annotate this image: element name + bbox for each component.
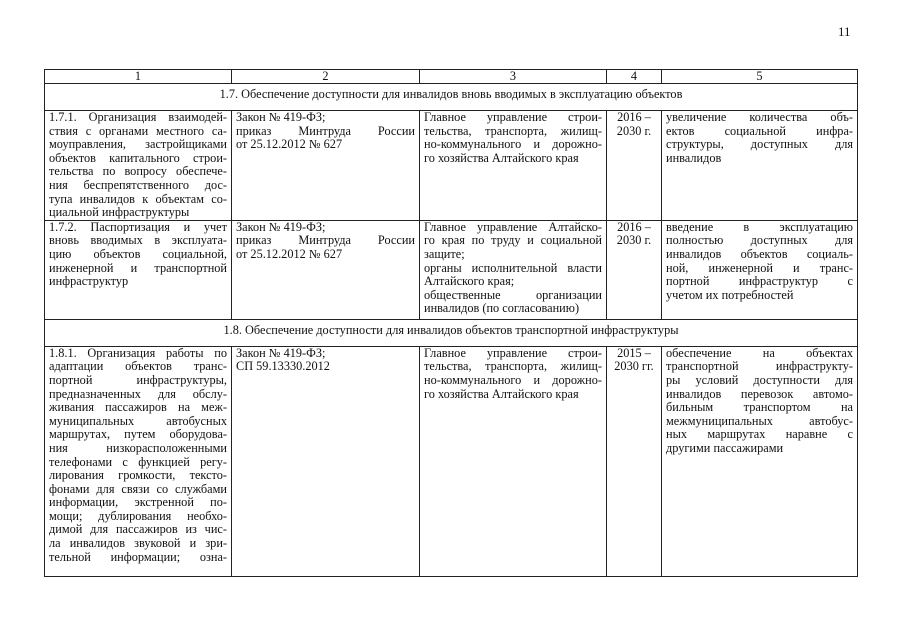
legal-basis-cell: Закон № 419-ФЗ; СП 59.13330.2012 <box>232 346 420 576</box>
result-cell: увеличение количества объ- ектов социальной инфра- структуры, доступных для инвалидов <box>662 111 858 221</box>
responsible-cell: Главное управление Алтайско- го края по труду и социальной защите; органы исполнительной власти Алтайского края; общественные организации инвалидов (по согласованию) <box>420 220 607 319</box>
result-cell: введение в эксплуатацию полностью доступных для инвалидов объектов социаль- ной, инженерной и транс- портной инфраструктур с учетом их потребностей <box>662 220 858 319</box>
header-col-2: 2 <box>232 70 420 84</box>
period-cell: 2016 – 2030 г. <box>607 111 662 221</box>
result-cell: обеспечение на объектах транспортной инфраструкту- ры условий доступности для инвалидов перевозок автомо- бильным транспортом на межмуниципальных автобус- ных маршрутах наравне с другими пассажирами <box>662 346 858 576</box>
period-cell: 2016 – 2030 г. <box>607 220 662 319</box>
responsible-cell: Главное управление строи- тельства, транспорта, жилищ- но-коммунального и дорожно- го хозяйства Алтайского края <box>420 346 607 576</box>
measure-cell: 1.7.2. Паспортизация и учет вновь вводимых в эксплуата- цию объектов социальной, инженерной и транспортной инфраструктур <box>45 220 232 319</box>
responsible-cell: Главное управление строи- тельства, транспорта, жилищ- но-коммунального и дорожно- го хозяйства Алтайского края <box>420 111 607 221</box>
page-number: 11 <box>838 24 851 39</box>
table-row <box>45 346 858 576</box>
measures-table <box>44 69 858 577</box>
header-col-4: 4 <box>607 70 662 84</box>
measure-cell: 1.7.1. Организация взаимодей- ствия с органами местного са- моуправления, застройщиками объектов капитального строи- тельства по вопросу обеспече- ния беспрепятственного дос- тупа инвалидов к объектам со- циальной инфраструктуры <box>45 111 232 221</box>
legal-basis-cell: Закон № 419-ФЗ; приказ Минтруда России от 25.12.2012 № 627 <box>232 220 420 319</box>
table-header-row <box>45 70 858 84</box>
section-title: 1.7. Обеспечение доступности для инвалидов вновь вводимых в эксплуатацию объектов <box>45 84 858 111</box>
section-row-1-8 <box>45 319 858 346</box>
table-row <box>45 220 858 319</box>
header-col-3: 3 <box>420 70 607 84</box>
section-title: 1.8. Обеспечение доступности для инвалидов объектов транспортной инфраструктуры <box>45 319 858 346</box>
header-col-1: 1 <box>45 70 232 84</box>
period-cell: 2015 – 2030 гг. <box>607 346 662 576</box>
section-row-1-7 <box>45 84 858 111</box>
measure-cell: 1.8.1. Организация работы по адаптации объектов транс- портной инфраструктуры, предназначенных для обслу- живания пассажиров на меж- муниципальных автобусных маршрутах, путем оборудова- ния низкорасположенными телефонами с функцией регу- лирования громкости, тексто- фонами для связи со службами информации, экстренной по- мощи; дублирования необхо- димой для пассажиров из чис- ла инвалидов звуковой и зри- тельной информации; озна- <box>45 346 232 576</box>
table-row <box>45 111 858 221</box>
legal-basis-cell: Закон № 419-ФЗ; приказ Минтруда России от 25.12.2012 № 627 <box>232 111 420 221</box>
header-col-5: 5 <box>662 70 858 84</box>
